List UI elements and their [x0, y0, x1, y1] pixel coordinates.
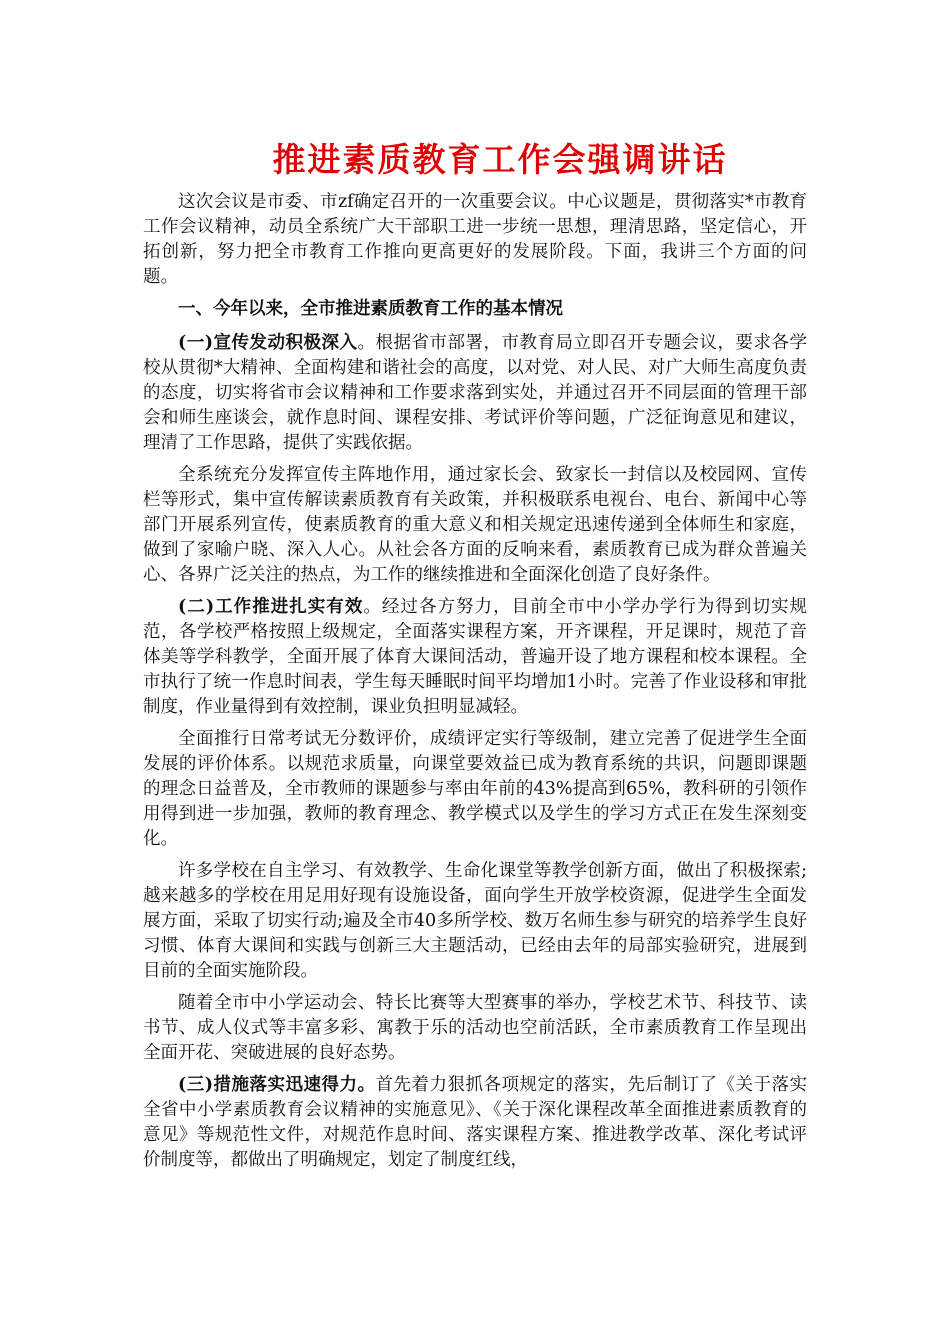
- activities-paragraph: 随着全市中小学运动会、特长比赛等大型赛事的举办，学校艺术节、科技节、读书节、成人仪式等丰富多彩、寓教于乐的活动也空前活跃，全市素质教育工作呈现出全面开花、突破进展的良好态势。: [143, 993, 807, 1063]
- section-1-heading: 一、今年以来，全市推进素质教育工作的基本情况: [178, 299, 563, 319]
- subsection-3-text: 首先着力狠抓各项规定的落实，先后制订了《关于落实全省中小学素质教育会议精神的实施意见》、《关于深化课程改革全面推进素质教育的意见》等规范性文件，对规范作息时间、落实课程方案、推进教学改革、深化考试评价制度等，都做出了明确规定，划定了制度红线，: [143, 1075, 808, 1170]
- document-title: 推进素质教育工作会强调讲话: [272, 140, 728, 179]
- subsection-1-paragraph: [143, 331, 807, 456]
- subsection-2-paragraph: [143, 595, 807, 720]
- subsection-1-lead: (一)宣传发动积极深入: [178, 333, 358, 353]
- innovation-paragraph: 许多学校在自主学习、有效教学、生命化课堂等教学创新方面，做出了积极探索;越来越多的学校在用足用好现有设施设备，面向学生开放学校资源，促进学生全面发展方面，采取了切实行动;遍及全市40多所学校、数万名师生参与研究的培养学生良好习惯、体育大课间和实践与创新三大主题活动，已经由去年的局部实验研究，进展到目前的全面实施阶段。: [143, 861, 807, 981]
- subsection-3-paragraph: [143, 1073, 807, 1173]
- publicity-paragraph: 全系统充分发挥宣传主阵地作用，通过家长会、致家长一封信以及校园网、宣传栏等形式，集中宣传解读素质教育有关政策，并积极联系电视台、电台、新闻中心等部门开展系列宣传，使素质教育的重大意义和相关规定迅速传递到全体师生和家庭，做到了家喻户晓、深入人心。从社会各方面的反响来看，素质教育已成为群众普遍关心、各界广泛关注的热点，为工作的继续推进和全面深化创造了良好条件。: [143, 465, 807, 585]
- document-body: [143, 190, 807, 1180]
- intro-paragraph: 这次会议是市委、市zf确定召开的一次重要会议。中心议题是，贯彻落实*市教育工作会议精神，动员全系统广大干部职工进一步统一思想，理清思路，坚定信心，开拓创新，努力把全市教育工作推向更高更好的发展阶段。下面，我讲三个方面的问题。: [143, 192, 807, 287]
- evaluation-paragraph: 全面推行日常考试无分数评价，成绩评定实行等级制，建立完善了促进学生全面发展的评价体系。以规范求质量，向课堂要效益已成为教育系统的共识，问题即课题的理念日益普及，全市教师的课题参与率由年前的43%提高到65%，教科研的引领作用得到进一步加强，教师的教育理念、教学模式以及学生的学习方式正在发生深刻变化。: [143, 729, 807, 849]
- subsection-2-text: 。经过各方努力，目前全市中小学办学行为得到切实规范，各学校严格按照上级规定，全面落实课程方案，开齐课程，开足课时，规范了音体美等学科教学，全面开展了体育大课间活动，普遍开设了地方课程和校本课程。全市执行了统一作息时间表，学生每天睡眠时间平均增加1小时。完善了作业设移和审批制度，作业量得到有效控制，课业负担明显减轻。: [143, 597, 808, 717]
- subsection-2-lead: (二)工作推进扎实有效: [178, 597, 364, 617]
- subsection-1-text: 。根据省市部署，市教育局立即召开专题会议，要求各学校从贯彻*大精神、全面构建和谐社会的高度，以对党、对人民、对广大师生高度负责的态度，切实将省市会议精神和工作要求落到实处，并通过召开不同层面的管理干部会和师生座谈会，就作息时间、课程安排、考试评价等问题，广泛征询意见和建议，理清了工作思路，提供了实践依据。: [143, 333, 808, 453]
- subsection-3-lead: (三)措施落实迅速得力。: [178, 1075, 376, 1095]
